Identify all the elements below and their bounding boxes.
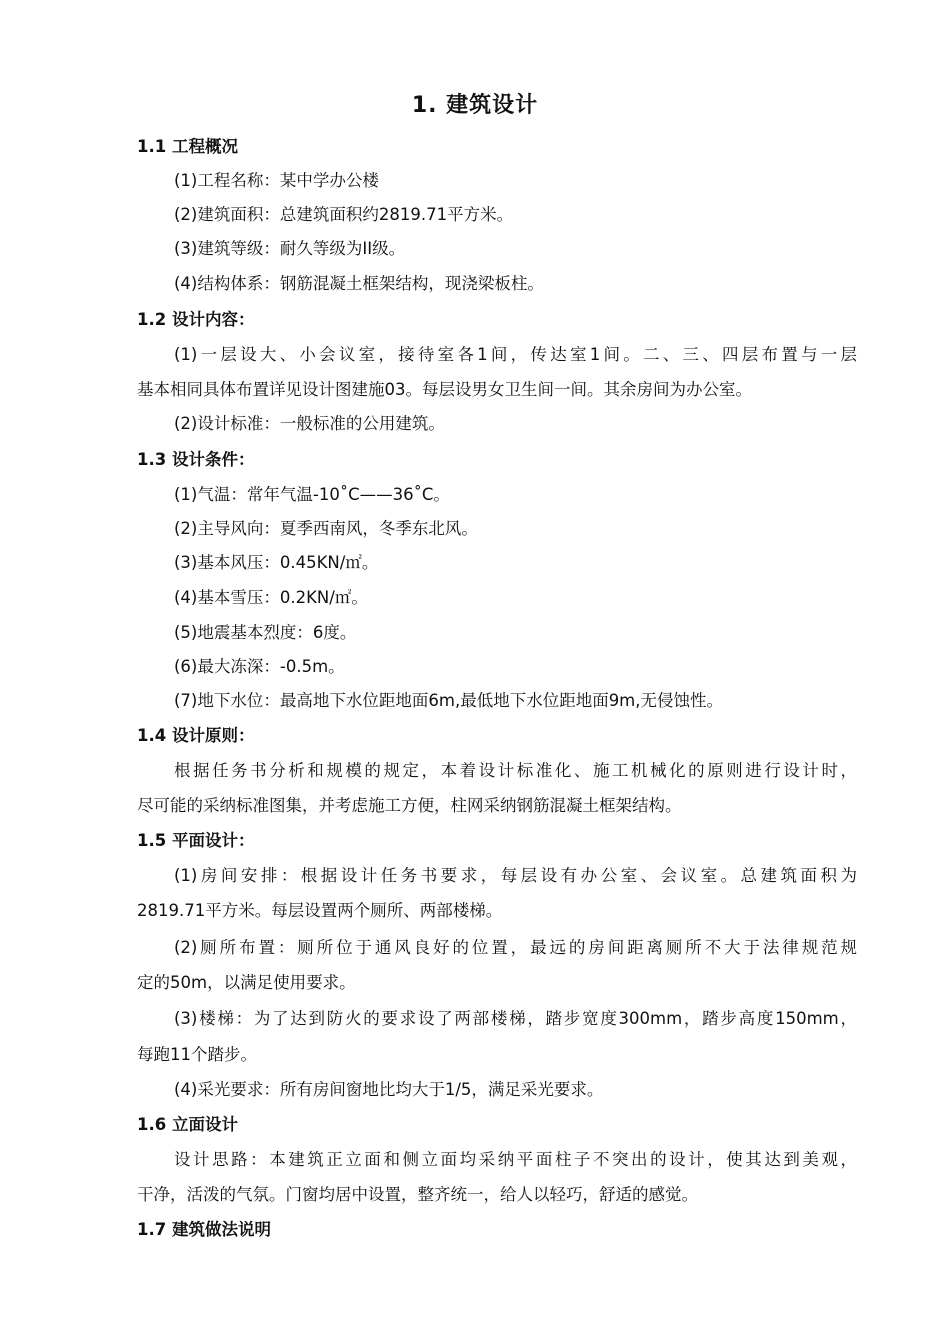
section-heading-1-6: 1.6 立面设计 xyxy=(137,1115,238,1134)
section-heading-1-7: 1.7 建筑做法说明 xyxy=(137,1220,271,1239)
paragraph-design-content-line1: (1)一层设大、小会议室，接待室各1间，传达室1间。二、三、四层布置与一层 xyxy=(174,345,857,364)
paragraph-stairs-line2: 每跑11个踏步。 xyxy=(137,1045,257,1064)
section-heading-1-4: 1.4 设计原则： xyxy=(137,726,255,745)
paragraph-room-layout-line2: 2819.71平方米。每层设置两个厕所、两部楼梯。 xyxy=(137,901,503,920)
paragraph-room-layout-line1: (1)房间安排：根据设计任务书要求，每层设有办公室、会议室。总建筑面积为 xyxy=(174,866,857,885)
paragraph-building-area: (2)建筑面积：总建筑面积约2819.71平方米。 xyxy=(174,205,514,224)
paragraph-snow-pressure: (4)基本雪压：0.2KN/㎡。 xyxy=(174,588,368,607)
section-heading-1-5: 1.5 平面设计： xyxy=(137,831,255,850)
paragraph-elevation-line2: 干净，活泼的气氛。门窗均居中设置，整齐统一，给人以轻巧，舒适的感觉。 xyxy=(137,1185,698,1204)
paragraph-project-name: (1)工程名称：某中学办公楼 xyxy=(174,171,379,190)
paragraph-toilet-layout-line2: 定的50m，以满足使用要求。 xyxy=(137,973,356,992)
section-heading-1-3: 1.3 设计条件： xyxy=(137,450,255,469)
section-heading-1-2: 1.2 设计内容： xyxy=(137,310,255,329)
paragraph-wind-direction: (2)主导风向：夏季西南风，冬季东北风。 xyxy=(174,519,478,538)
paragraph-toilet-layout-line1: (2)厕所布置：厕所位于通风良好的位置，最远的房间距离厕所不大于法律规范规 xyxy=(174,938,857,957)
paragraph-structure-system: (4)结构体系：钢筋混凝土框架结构，现浇梁板柱。 xyxy=(174,274,544,293)
paragraph-groundwater: (7)地下水位：最高地下水位距地面6m,最低地下水位距地面9m,无侵蚀性。 xyxy=(174,691,724,710)
paragraph-frost-depth: (6)最大冻深：-0.5m。 xyxy=(174,657,345,676)
paragraph-daylighting: (4)采光要求：所有房间窗地比均大于1/5，满足采光要求。 xyxy=(174,1080,604,1099)
paragraph-design-standard: (2)设计标准：一般标准的公用建筑。 xyxy=(174,414,445,433)
paragraph-design-content-line2: 基本相同具体布置详见设计图建施03。每层设男女卫生间一间。其余房间为办公室。 xyxy=(137,380,752,399)
paragraph-stairs-line1: (3)楼梯：为了达到防火的要求设了两部楼梯，踏步宽度300mm，踏步高度150mm， xyxy=(174,1009,857,1028)
paragraph-elevation-line1: 设计思路：本建筑正立面和侧立面均采纳平面柱子不突出的设计，使其达到美观， xyxy=(174,1150,857,1169)
paragraph-temperature: (1)气温：常年气温-10˚C——36˚C。 xyxy=(174,485,450,504)
paragraph-seismic-intensity: (5)地震基本烈度：6度。 xyxy=(174,623,357,642)
chapter-title: 1. 建筑设计 xyxy=(411,93,539,118)
section-heading-1-1: 1.1 工程概况 xyxy=(137,137,238,156)
paragraph-principles-line1: 根据任务书分析和规模的规定，本着设计标准化、施工机械化的原则进行设计时， xyxy=(174,761,857,780)
paragraph-wind-pressure: (3)基本风压：0.45KN/㎡。 xyxy=(174,553,379,572)
paragraph-building-grade: (3)建筑等级：耐久等级为II级。 xyxy=(174,239,406,258)
paragraph-principles-line2: 尽可能的采纳标准图集，并考虑施工方便，柱网采纳钢筋混凝土框架结构。 xyxy=(137,796,682,815)
